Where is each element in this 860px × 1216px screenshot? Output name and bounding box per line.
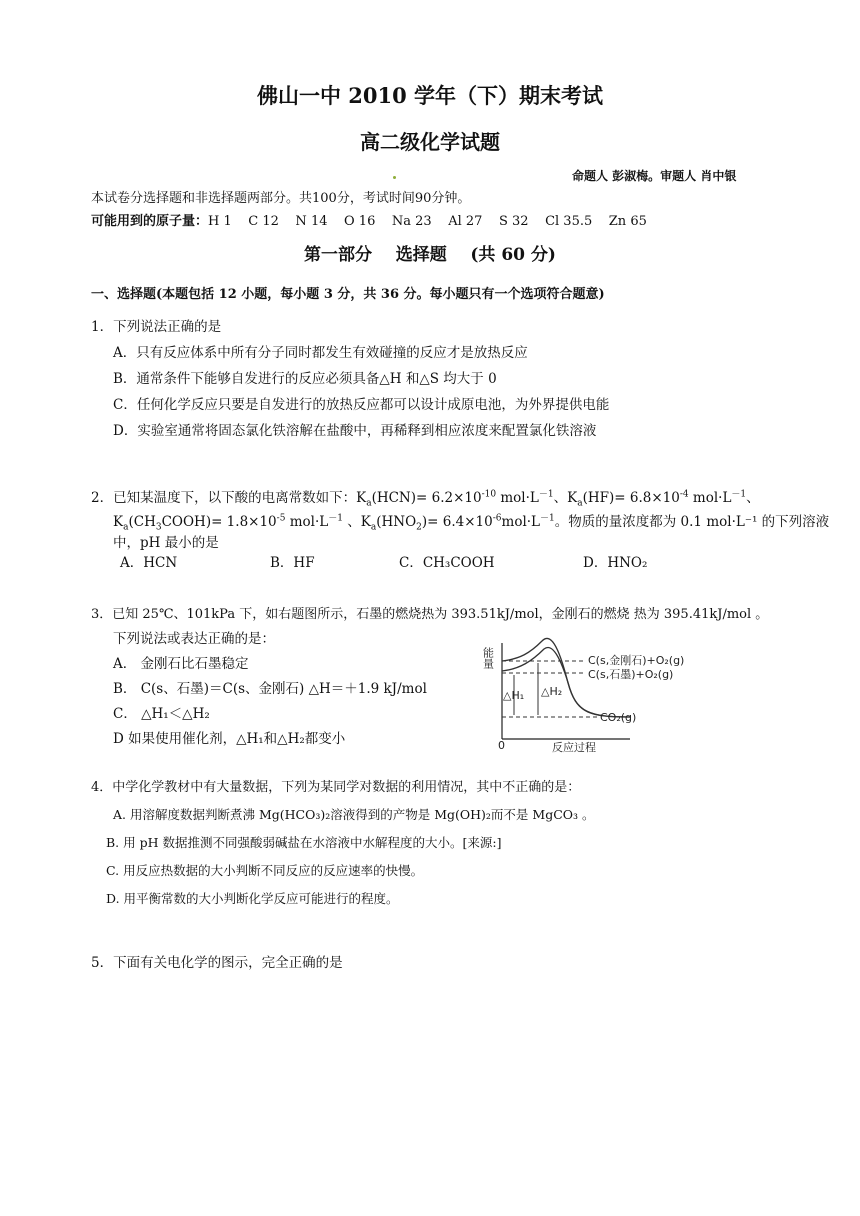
question-4-option-d: D. 用平衡常数的大小判断化学反应可能进行的程度。 — [106, 891, 399, 906]
question-3-stem: 3．已知 25℃、101kPa 下，如右题图所示，石墨的燃烧热为 393.51kJ/mol，金刚石的燃烧 热为 395.41kJ/mol 。 — [91, 607, 769, 622]
diagram-y-label: 能量 — [481, 647, 495, 669]
dh1-label: △H₁ — [503, 689, 525, 702]
exam-subtitle: 高二级化学试题 — [360, 130, 500, 154]
atomic-masses-values: H 1 C 12 N 14 O 16 Na 23 Al 27 S 32 Cl 35.5 Zn 65 — [208, 214, 647, 229]
level-label-diamond: C(s,金刚石)+O₂(g) — [588, 654, 685, 667]
atomic-masses-label: 可能用到的原子量： — [91, 214, 209, 229]
question-3-option-b: B． C(s、石墨)＝C(s、金刚石) △H＝＋1.9 kJ/mol — [113, 681, 427, 697]
question-1-option-a: A．只有反应体系中所有分子同时都发生有效碰撞的反应才是放热反应 — [113, 345, 528, 361]
question-4-stem: 4．中学化学教材中有大量数据，下列为某同学对数据的利用情况，其中不正确的是： — [91, 780, 581, 795]
question-2-option-d: D．HNO₂ — [583, 555, 648, 571]
question-3-option-c: C． △H₁＜△H₂ — [113, 706, 210, 722]
question-1-stem: 1．下列说法正确的是 — [91, 319, 222, 335]
level-label-graphite: C(s,石墨)+O₂(g) — [588, 668, 674, 681]
question-4-option-c: C. 用反应热数据的大小判断不同反应的反应速率的快慢。 — [106, 863, 424, 878]
question-3-stem-2: 下列说法或表达正确的是： — [113, 631, 275, 647]
question-3-option-d: D 如果使用催化剂，△H₁和△H₂都变小 — [113, 731, 346, 747]
diagram-x-label: 反应过程 — [552, 741, 596, 753]
question-2-stem-end: 中，pH 最小的是 — [113, 535, 219, 551]
question-2-stem — [91, 486, 760, 509]
question-2-option-b: B．HF — [270, 555, 315, 571]
section-heading: 一、选择题(本题包括 12 小题，每小题 3 分，共 36 分。每小题只有一个选项符合题意) — [91, 287, 605, 302]
authors-line: 命题人 彭淑梅。审题人 肖中银 — [572, 169, 737, 183]
part-heading: 第一部分 选择题 (共 60 分) — [304, 245, 556, 265]
question-1-option-b: B．通常条件下能够自发进行的反应必须具备△H 和△S 均大于 0 — [113, 371, 497, 387]
question-2-stem-intro: 2．已知某温度下，以下酸的电离常数如下： — [91, 490, 357, 506]
intro-text: 本试卷分选择题和非选择题两部分。共100分，考试时间90分钟。 — [91, 191, 471, 206]
exam-title: 佛山一中 2010 学年（下）期末考试 — [256, 83, 604, 108]
diagram-origin: 0 — [498, 739, 505, 752]
question-2-constants-line1: $K_a(HCN)= 6.2\times 10^{-10}$ $mol\cdot L^{-1}$、$K_a(HF)= 6.8\times 10^{-4}$ $mol\cdot L^{-1}$、 — [356, 489, 760, 509]
question-3-option-a: A． 金刚石比石墨稳定 — [113, 656, 249, 672]
stray-dot-mark — [393, 176, 396, 179]
atomic-masses — [91, 210, 647, 229]
question-2-line2 — [113, 510, 829, 533]
energy-diagram — [480, 633, 710, 753]
question-1-option-c: C．任何化学反应只要是自发进行的放热反应都可以设计成原电池，为外界提供电能 — [113, 397, 610, 413]
question-5-stem: 5．下面有关电化学的图示，完全正确的是 — [91, 955, 343, 971]
level-label-product: CO₂(g) — [600, 711, 637, 724]
question-1-option-d: D．实验室通常将固态氯化铁溶解在盐酸中，再稀释到相应浓度来配置氯化铁溶液 — [113, 423, 597, 439]
question-2-option-c: C．CH₃COOH — [399, 555, 495, 571]
question-2-constants-line2: $K_a(CH_3COOH)= 1.8\times 10^{-5}$ $mol\cdot L^{-1}$ 、$K_a(HNO_2)= 6.4\times 10^{-6}mol\cdot L^{-1}$。 — [113, 513, 569, 533]
dh2-label: △H₂ — [541, 685, 563, 698]
question-2-option-a: A．HCN — [120, 555, 178, 571]
question-4-option-b: B. 用 pH 数据推测不同强酸弱碱盐在水溶液中水解程度的大小。[来源:] — [106, 835, 502, 850]
question-4-option-a: A. 用溶解度数据判断煮沸 Mg(HCO₃)₂溶液得到的产物是 Mg(OH)₂而不是 MgCO₃ 。 — [113, 807, 595, 822]
question-2-stem-mid: 物质的量浓度都为 0.1 mol·L⁻¹ 的下列溶液 — [568, 514, 830, 530]
